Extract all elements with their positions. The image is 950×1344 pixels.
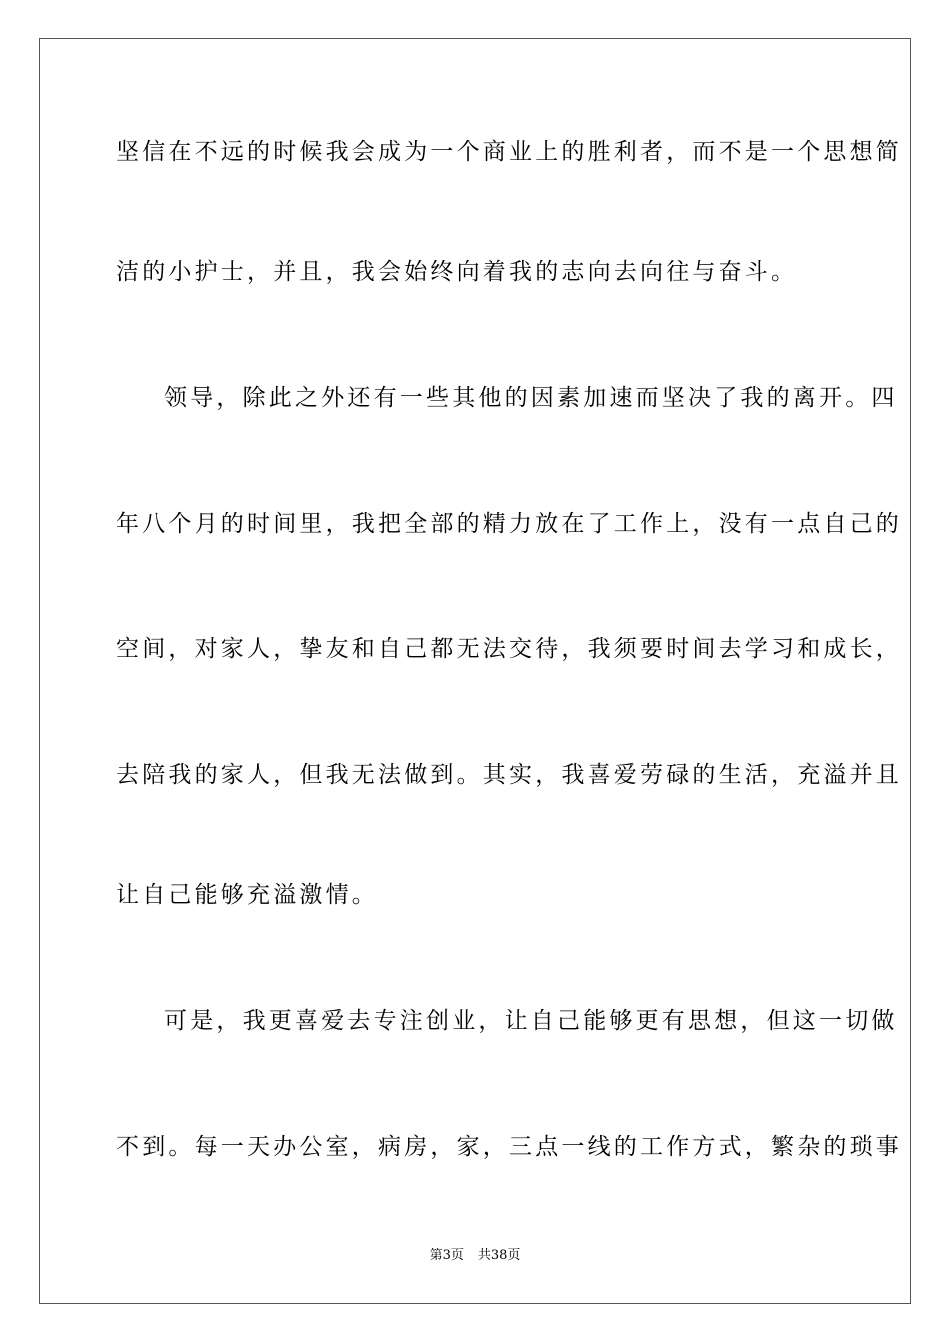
page-border: [39, 38, 911, 1304]
text-line-8: 可是，我更喜爱去专注创业，让自己能够更有思想，但这一切做: [164, 1008, 898, 1034]
text-line-2: 洁的小护士，并且，我会始终向着我的志向去向往与奋斗。: [116, 259, 798, 285]
text-line-7: 让自己能够充溢激情。: [116, 882, 378, 908]
page-number: 第3页: [429, 1248, 464, 1263]
text-line-4: 年八个月的时间里，我把全部的精力放在了工作上，没有一点自己的: [116, 511, 902, 537]
text-line-6: 去陪我的家人，但我无法做到。其实，我喜爱劳碌的生活，充溢并且: [116, 762, 902, 788]
text-line-1: 坚信在不远的时候我会成为一个商业上的胜利者，而不是一个思想简: [116, 139, 902, 165]
page-total: 共38页: [477, 1248, 521, 1263]
page-footer: [0, 1247, 950, 1265]
text-line-3: 领导，除此之外还有一些其他的因素加速而坚决了我的离开。四: [164, 385, 898, 411]
text-line-9: 不到。每一天办公室，病房，家，三点一线的工作方式，繁杂的琐事: [116, 1134, 902, 1160]
text-line-5: 空间，对家人，挚友和自己都无法交待，我须要时间去学习和成长，: [116, 636, 902, 662]
